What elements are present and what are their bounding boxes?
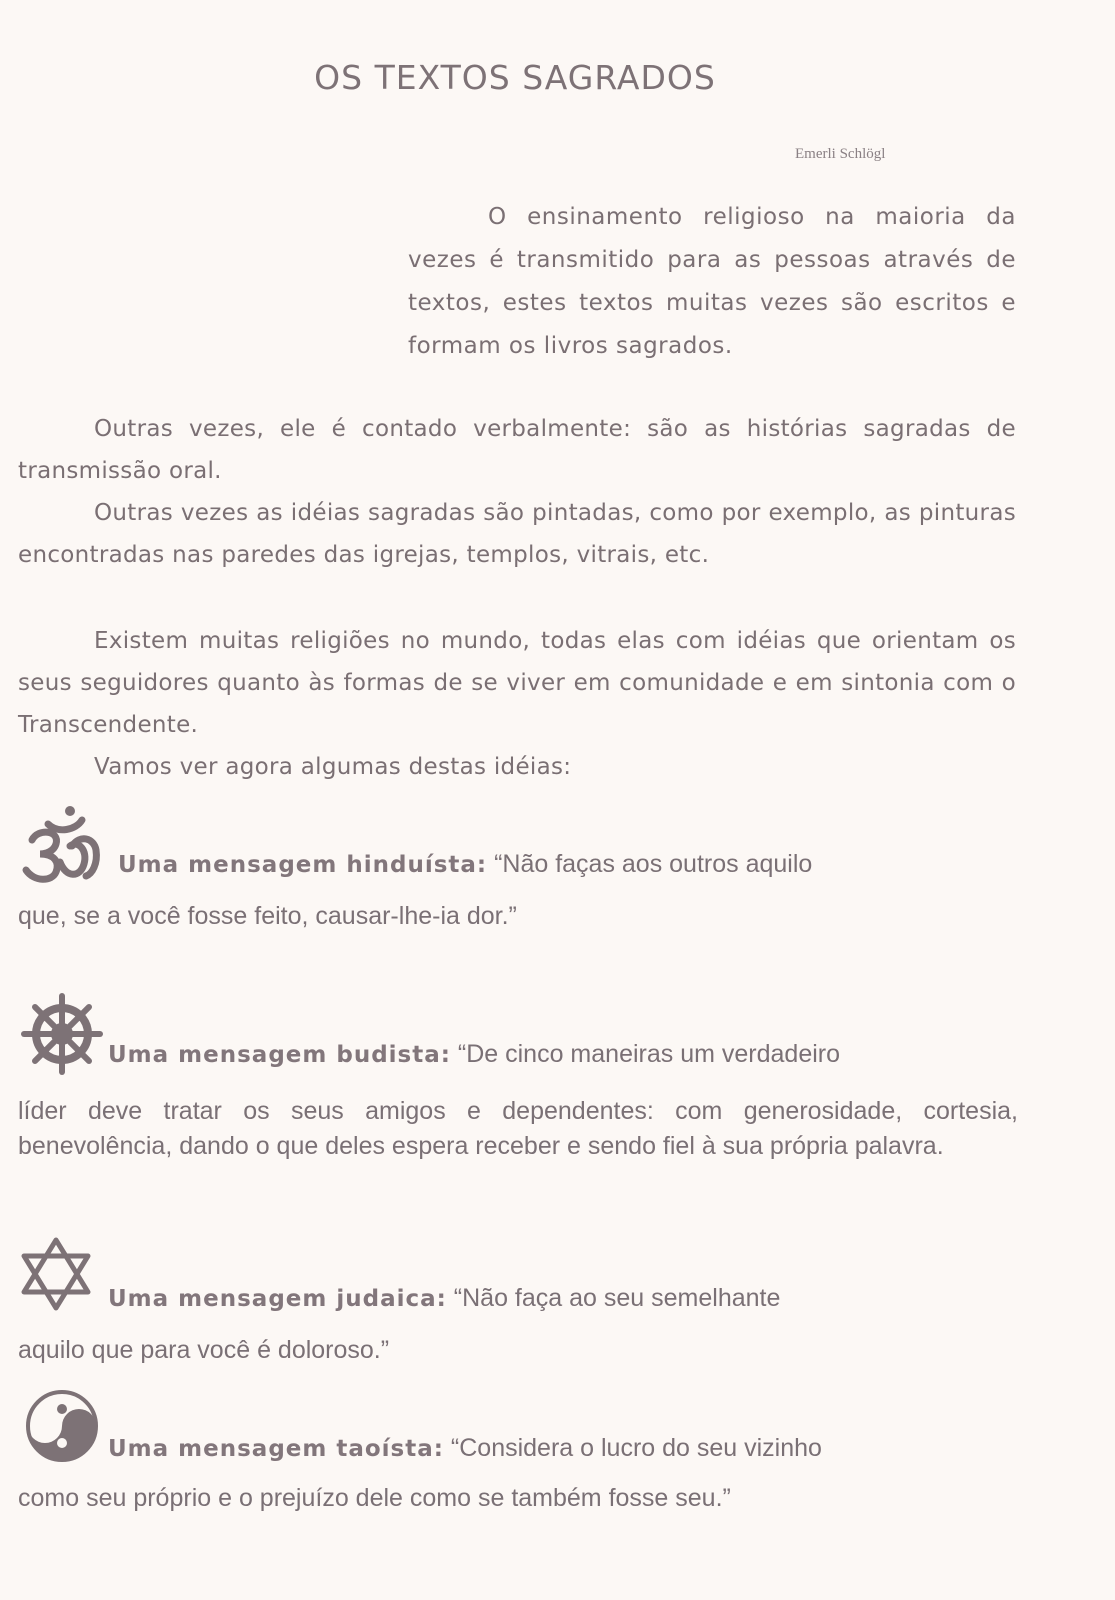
taoist-message-lead: Uma mensagem taoísta: <box>108 1436 444 1462</box>
paragraph-intro-messages: Vamos ver agora algumas destas idéias: <box>94 754 572 780</box>
jewish-message-line1 <box>18 1284 1018 1313</box>
intro-paragraph: O ensinamento religioso na maioria da vezes é transmitido para as pessoas através de textos, estes textos muitas vezes são escritos e formam os livros sagrados. <box>408 204 1016 359</box>
hindu-message-line1 <box>18 850 1018 879</box>
jewish-message-lead: Uma mensagem judaica: <box>108 1286 447 1312</box>
buddhist-message-line2: líder deve tratar os seus amigos e dependentes: com generosidade, cortesia, benevolência, dando o que deles espera receber e sendo fiel à sua própria palavra. <box>18 1097 1018 1160</box>
paragraph-religions: Existem muitas religiões no mundo, todas elas com idéias que orientam os seus seguidores quanto às formas de se viver em comunidade e em sintonia com o Transcendente. <box>18 628 1016 738</box>
paragraph-oral-tradition: Outras vezes, ele é contado verbalmente: são as histórias sagradas de transmissão oral. <box>18 416 1016 484</box>
buddhist-message-line1 <box>18 1040 1018 1069</box>
buddhist-message-quote-start: “De cinco maneiras um verdadeiro <box>450 1040 841 1068</box>
hindu-message-lead: Uma mensagem hinduísta: <box>118 852 488 878</box>
buddhist-message-lead: Uma mensagem budista: <box>108 1042 451 1068</box>
paragraph-paintings: Outras vezes as idéias sagradas são pintadas, como por exemplo, as pinturas encontradas nas paredes das igrejas, templos, vitrais, etc. <box>18 500 1016 568</box>
hindu-message-quote-start: “Não faças aos outros aquilo <box>487 850 813 878</box>
jewish-message-quote-start: “Não faça ao seu semelhante <box>446 1284 781 1312</box>
jewish-message-line2: aquilo que para você é doloroso.” <box>18 1336 390 1364</box>
hindu-message-line2: que, se a você fosse feito, causar-lhe-ia dor.” <box>18 902 517 930</box>
page-title: OS TEXTOS SAGRADOS <box>314 58 716 97</box>
author-name: Emerli Schlögl <box>795 146 886 162</box>
taoist-message-quote-start: “Considera o lucro do seu vizinho <box>443 1434 822 1462</box>
taoist-message-line1 <box>18 1434 1018 1463</box>
taoist-message-line2: como seu próprio e o prejuízo dele como se também fosse seu.” <box>18 1484 731 1512</box>
